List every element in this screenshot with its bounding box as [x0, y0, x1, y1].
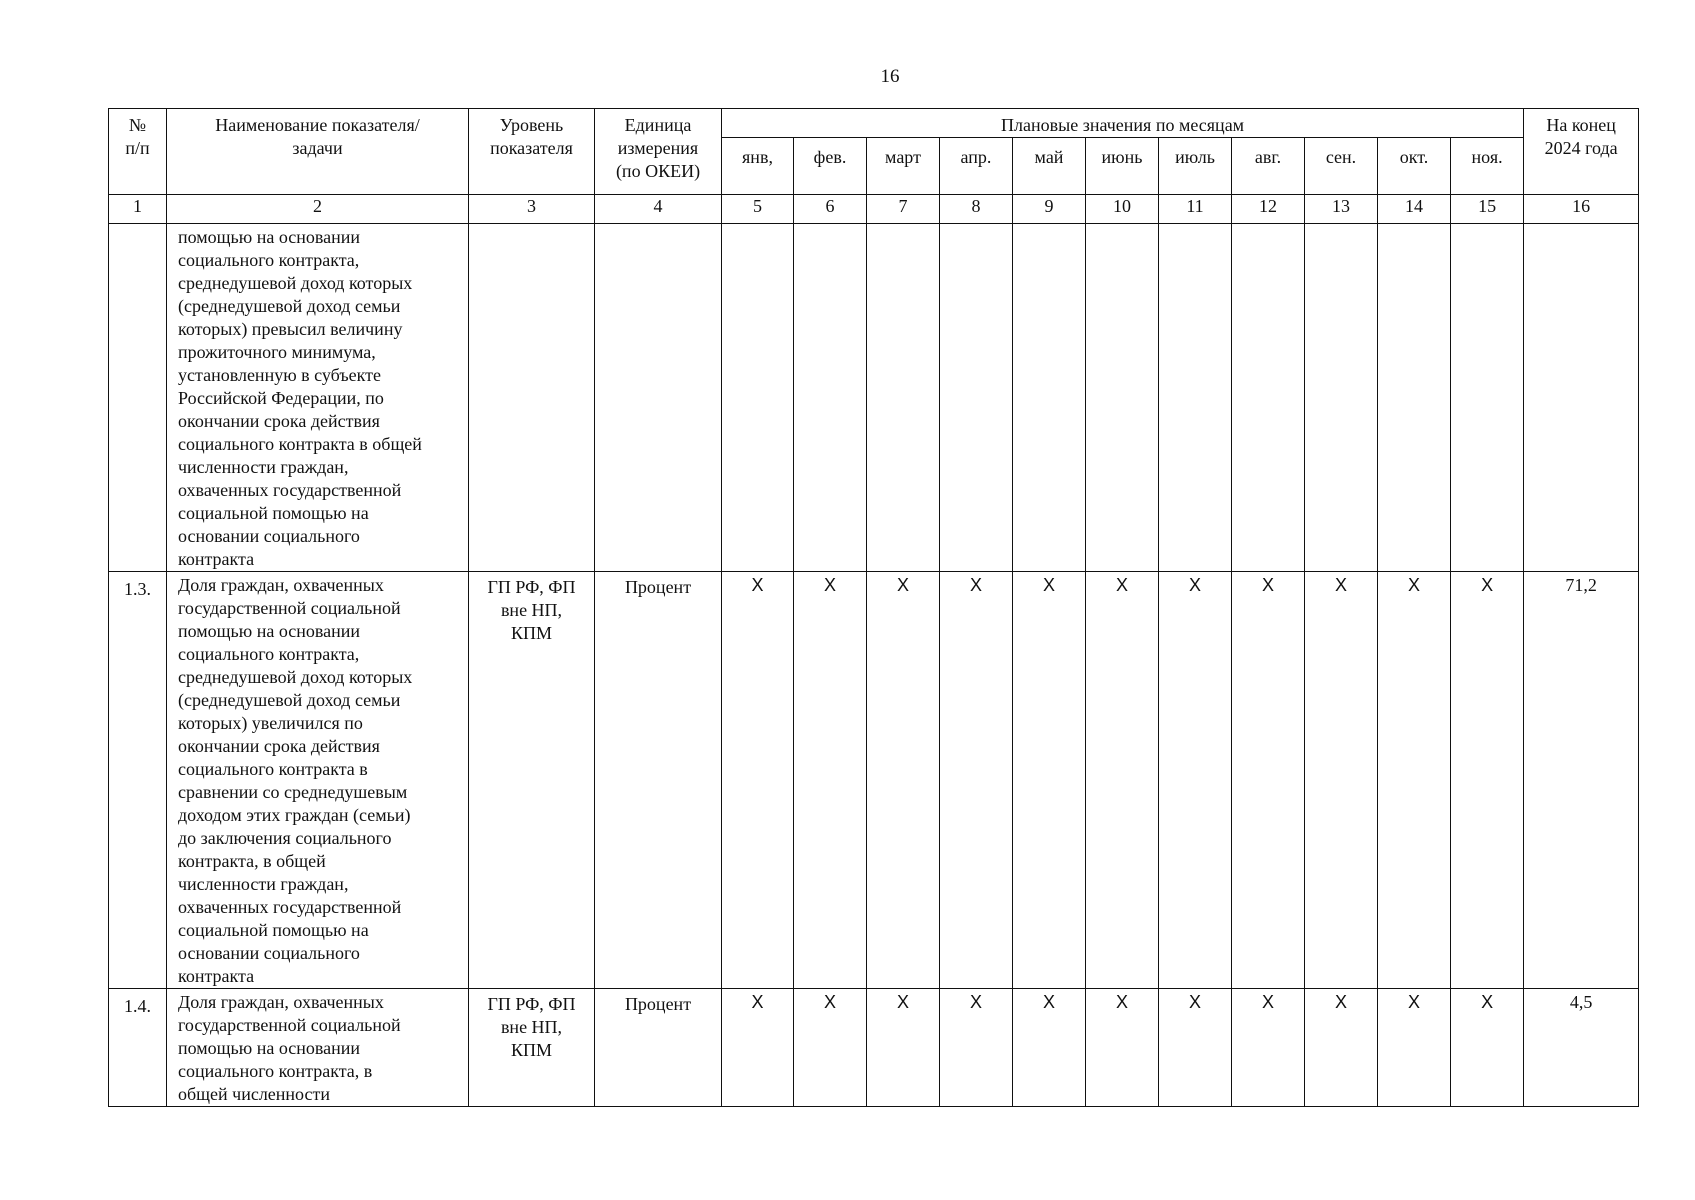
month-value-cell: Х	[1451, 989, 1524, 1107]
month-value-cell: Х	[1086, 572, 1159, 989]
header-month-cell: июнь	[1086, 138, 1159, 195]
header-month-cell: март	[867, 138, 940, 195]
page-number: 16	[880, 66, 900, 87]
month-value-cell	[1305, 224, 1378, 572]
column-number-cell: 14	[1378, 195, 1451, 224]
header-month-cell: авг.	[1232, 138, 1305, 195]
month-value-cell: Х	[867, 572, 940, 989]
column-number-cell: 4	[595, 195, 722, 224]
column-number-cell: 16	[1524, 195, 1639, 224]
indicator-name-cell: помощью на основании социального контракта, среднедушевой доход которых (среднедушевой доход семьи которых) превысил величину прожиточного минимума, установленную в субъекте Российской Федерации, по окончании срока действия социального контракта в общей численности граждан, охваченных государственной социальной помощью на основании социального контракта	[167, 224, 469, 572]
month-value-cell: Х	[1159, 572, 1232, 989]
month-value-cell: Х	[940, 989, 1013, 1107]
header-plan-cell: Плановые значения по месяцам	[722, 109, 1524, 138]
month-value-cell	[1159, 224, 1232, 572]
year-end-value-cell: 4,5	[1524, 989, 1639, 1107]
header-unit-cell: Единица измерения (по ОКЕИ)	[595, 109, 722, 195]
month-value-cell: Х	[867, 989, 940, 1107]
month-value-cell: Х	[1378, 989, 1451, 1107]
column-number-cell: 15	[1451, 195, 1524, 224]
header-month-cell: июль	[1159, 138, 1232, 195]
indicator-name-cell: Доля граждан, охваченных государственной социальной помощью на основании социального контракта, среднедушевой доход которых (среднедушевой доход семьи которых) увеличился по окончании срока действия социального контракта в сравнении со среднедушевым доходом этих граждан (семьи) до заключения социального контракта, в общей численности граждан, охваченных государственной социальной помощью на основании социального контракта	[167, 572, 469, 989]
header-level-cell: Уровень показателя	[469, 109, 595, 195]
month-value-cell	[1378, 224, 1451, 572]
year-end-value-cell	[1524, 224, 1639, 572]
row-number-cell: 1.3.	[109, 572, 167, 989]
month-value-cell	[940, 224, 1013, 572]
column-number-cell: 11	[1159, 195, 1232, 224]
header-month-cell: фев.	[794, 138, 867, 195]
month-value-cell: Х	[1013, 989, 1086, 1107]
row-number-cell	[109, 224, 167, 572]
column-number-cell: 9	[1013, 195, 1086, 224]
column-number-cell: 10	[1086, 195, 1159, 224]
header-end-cell: На конец 2024 года	[1524, 109, 1639, 195]
month-value-cell	[1086, 224, 1159, 572]
month-value-cell	[1013, 224, 1086, 572]
month-value-cell: Х	[1232, 989, 1305, 1107]
month-value-cell: Х	[722, 989, 794, 1107]
header-month-cell: окт.	[1378, 138, 1451, 195]
row-number-cell: 1.4.	[109, 989, 167, 1107]
column-number-cell: 6	[794, 195, 867, 224]
indicator-level-cell: ГП РФ, ФП вне НП, КПМ	[469, 572, 595, 989]
month-value-cell: Х	[1159, 989, 1232, 1107]
month-value-cell: Х	[1305, 989, 1378, 1107]
month-value-cell: Х	[940, 572, 1013, 989]
indicator-level-cell	[469, 224, 595, 572]
month-value-cell: Х	[794, 989, 867, 1107]
month-value-cell: Х	[722, 572, 794, 989]
year-end-value-cell: 71,2	[1524, 572, 1639, 989]
month-value-cell	[794, 224, 867, 572]
column-number-cell: 2	[167, 195, 469, 224]
unit-cell: Процент	[595, 572, 722, 989]
month-value-cell	[1232, 224, 1305, 572]
month-value-cell: Х	[1013, 572, 1086, 989]
header-month-cell: апр.	[940, 138, 1013, 195]
month-value-cell	[722, 224, 794, 572]
month-value-cell: Х	[1086, 989, 1159, 1107]
header-name-cell: Наименование показателя/ задачи	[167, 109, 469, 195]
column-number-cell: 12	[1232, 195, 1305, 224]
month-value-cell	[1451, 224, 1524, 572]
header-month-cell: ноя.	[1451, 138, 1524, 195]
table-row	[109, 989, 1639, 1107]
column-number-cell: 13	[1305, 195, 1378, 224]
header-month-cell: май	[1013, 138, 1086, 195]
month-value-cell: Х	[1378, 572, 1451, 989]
table-row	[109, 572, 1639, 989]
plan-indicators-table	[108, 108, 1639, 1107]
header-number-cell: № п/п	[109, 109, 167, 195]
column-number-cell: 7	[867, 195, 940, 224]
month-value-cell	[867, 224, 940, 572]
month-value-cell: Х	[794, 572, 867, 989]
column-number-cell: 1	[109, 195, 167, 224]
header-month-cell: сен.	[1305, 138, 1378, 195]
table-row	[109, 224, 1639, 572]
column-number-cell: 3	[469, 195, 595, 224]
indicator-level-cell: ГП РФ, ФП вне НП, КПМ	[469, 989, 595, 1107]
month-value-cell: Х	[1232, 572, 1305, 989]
month-value-cell: Х	[1305, 572, 1378, 989]
indicator-name-cell: Доля граждан, охваченных государственной социальной помощью на основании социального контракта, в общей численности	[167, 989, 469, 1107]
unit-cell: Процент	[595, 989, 722, 1107]
column-number-cell: 8	[940, 195, 1013, 224]
header-month-cell: янв,	[722, 138, 794, 195]
month-value-cell: Х	[1451, 572, 1524, 989]
column-number-cell: 5	[722, 195, 794, 224]
unit-cell	[595, 224, 722, 572]
